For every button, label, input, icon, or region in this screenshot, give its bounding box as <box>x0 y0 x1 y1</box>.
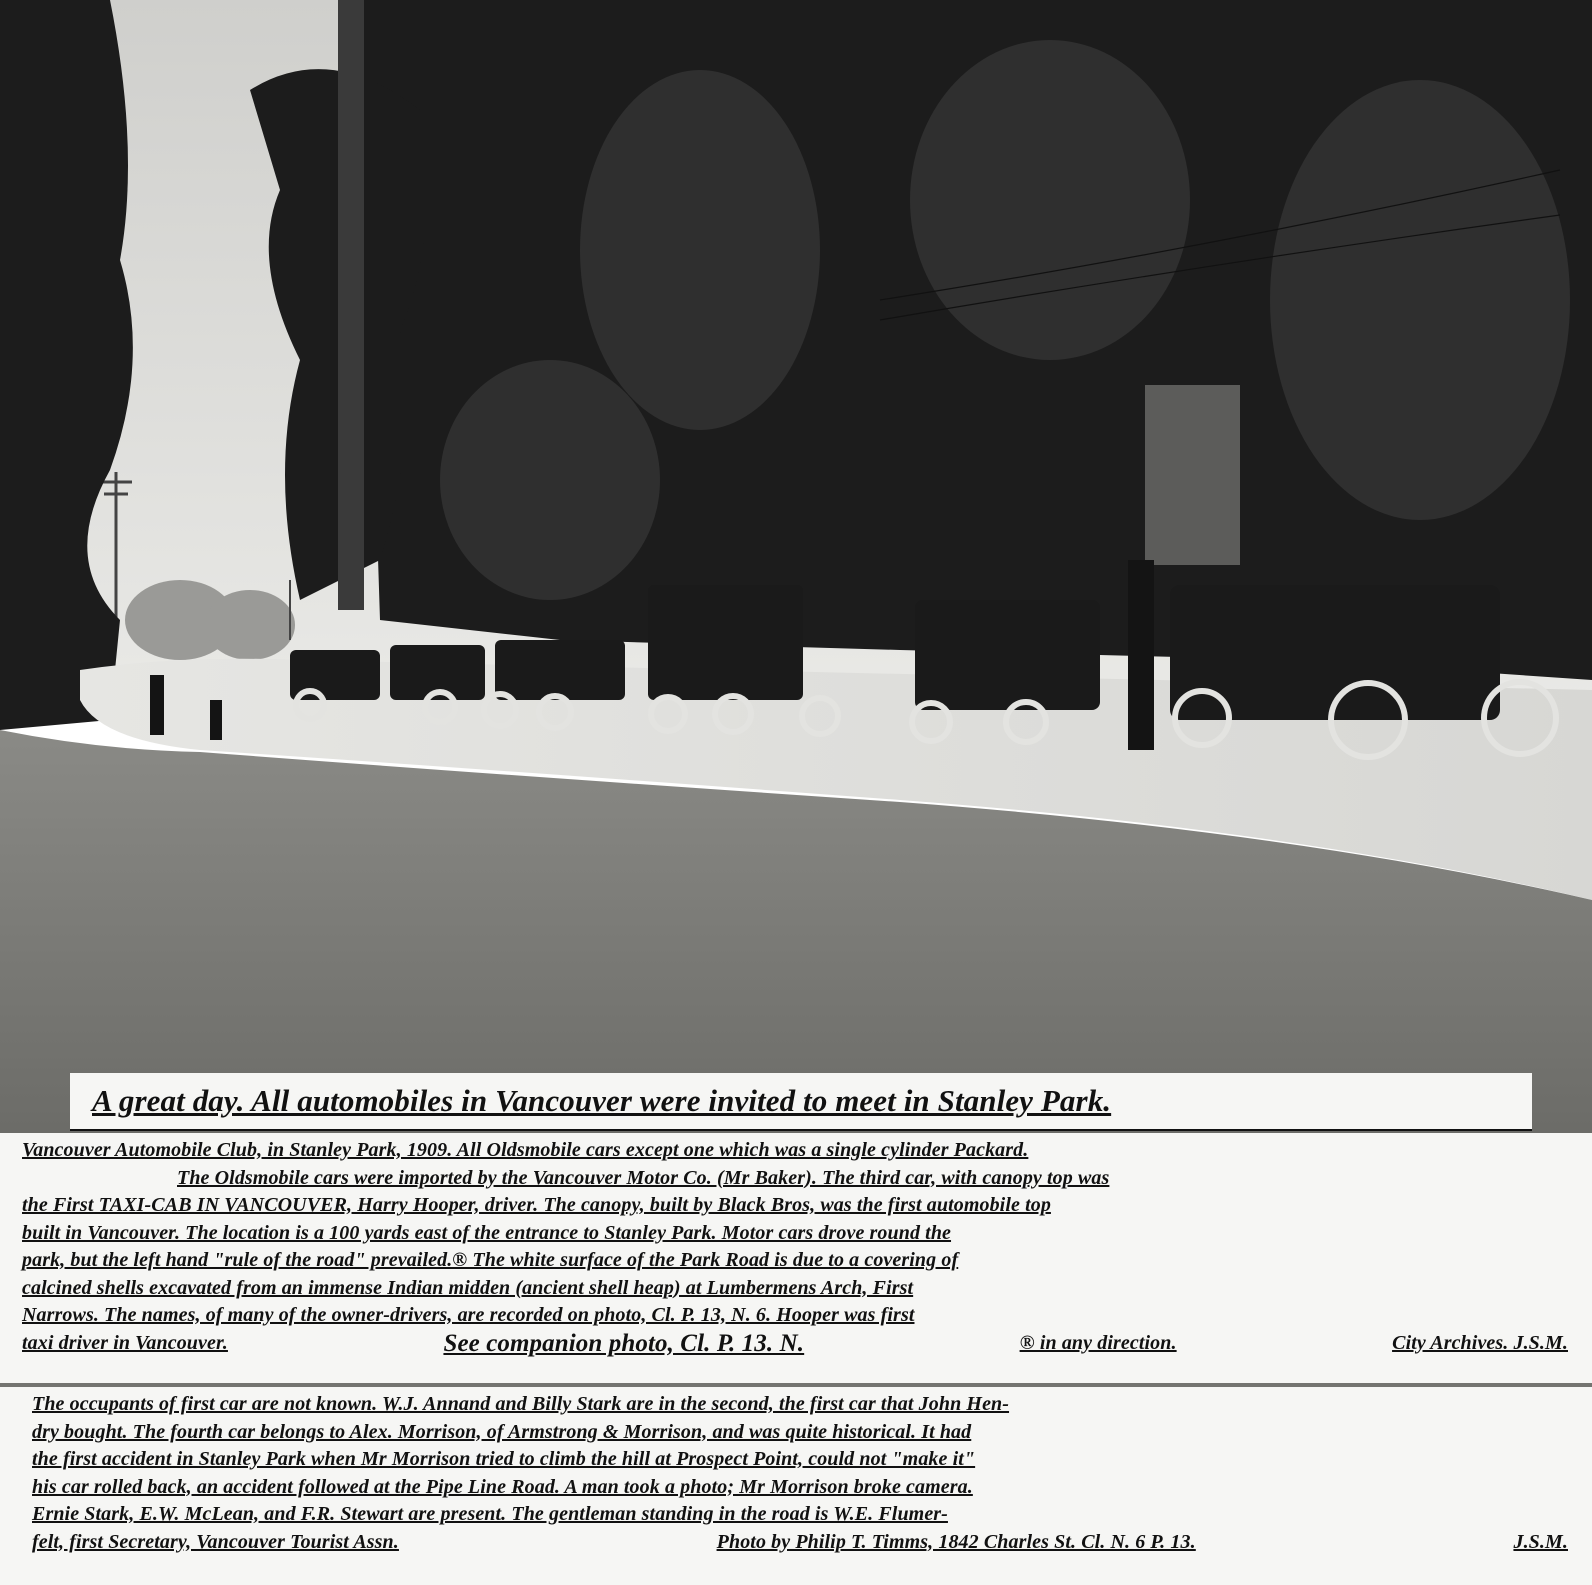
caption-1-line-8-d: City Archives. J.S.M. <box>1392 1331 1568 1354</box>
car-5 <box>915 600 1100 710</box>
caption-2-line-6 <box>32 1529 1582 1557</box>
caption-1-line-4: built in Vancouver. The location is a 100 yards east of the entrance to Stanley Park. Motor cars drove round the <box>22 1221 952 1244</box>
caption-1-line-1: Vancouver Automobile Club, in Stanley Park, 1909. All Oldsmobile cars except one which was a single cylinder Packard. <box>22 1139 1029 1161</box>
caption-2-line-5: Ernie Stark, E.W. McLean, and F.R. Stewart are present. The gentleman standing in the road is W.E. Flumer- <box>32 1503 948 1525</box>
caption-1-line-7: Narrows. The names, of many of the owner-drivers, are recorded on photo, Cl. P. 13, N. 6. Hooper was first <box>22 1304 915 1326</box>
caption-2-line-6-c: J.S.M. <box>1513 1530 1568 1553</box>
caption-1-line-8 <box>22 1330 1582 1358</box>
caption-1-line-5: park, but the left hand "rule of the road" prevailed.® The white surface of the Park Road is due to a covering of <box>22 1249 959 1271</box>
caption-block-2 <box>0 1387 1592 1585</box>
caption-2-line-3: the first accident in Stanley Park when Mr Morrison tried to climb the hill at Prospect Point, could not "make it" <box>32 1448 976 1470</box>
caption-1-line-8-b: See companion photo, Cl. P. 13. N. <box>443 1329 805 1357</box>
caption-2-line-1: The occupants of first car are not known. W.J. Annand and Billy Stark are in the second, the first car that John Hen- <box>32 1393 1010 1415</box>
caption-1-line-3: the First TAXI-CAB IN VANCOUVER, Harry Hooper, driver. The canopy, built by Black Bros, was the first automobile top <box>22 1194 1051 1216</box>
caption-1-line-2: The Oldsmobile cars were imported by the Vancouver Motor Co. (Mr Baker). The third car, with canopy top was <box>177 1166 1110 1189</box>
caption-block-1 <box>0 1133 1592 1383</box>
caption-2-line-6-a: felt, first Secretary, Vancouver Tourist Assn. <box>32 1530 399 1553</box>
caption-1-line-8-c: ® in any direction. <box>1019 1331 1177 1354</box>
caption-title-strip <box>70 1073 1532 1131</box>
caption-title: A great day. All automobiles in Vancouver were invited to meet in Stanley Park. <box>92 1083 1112 1118</box>
caption-2-line-4: his car rolled back, an accident followed at the Pipe Line Road. A man took a photo; Mr Morrison broke camera. <box>32 1475 973 1498</box>
caption-2-line-6-b: Photo by Philip T. Timms, 1842 Charles St. Cl. N. 6 P. 13. <box>716 1530 1196 1553</box>
car-3-taxi <box>495 640 625 700</box>
caption-2-line-2: dry bought. The fourth car belongs to Alex. Morrison, of Armstrong & Morrison, and was quite historical. It had <box>32 1420 972 1443</box>
car-4 <box>648 585 803 700</box>
caption-1-line-8-a: taxi driver in Vancouver. <box>22 1331 228 1354</box>
caption-1-line-6: calcined shells excavated from an immense Indian midden (ancient shell heap) at Lumbermens Arch, First <box>22 1276 914 1299</box>
